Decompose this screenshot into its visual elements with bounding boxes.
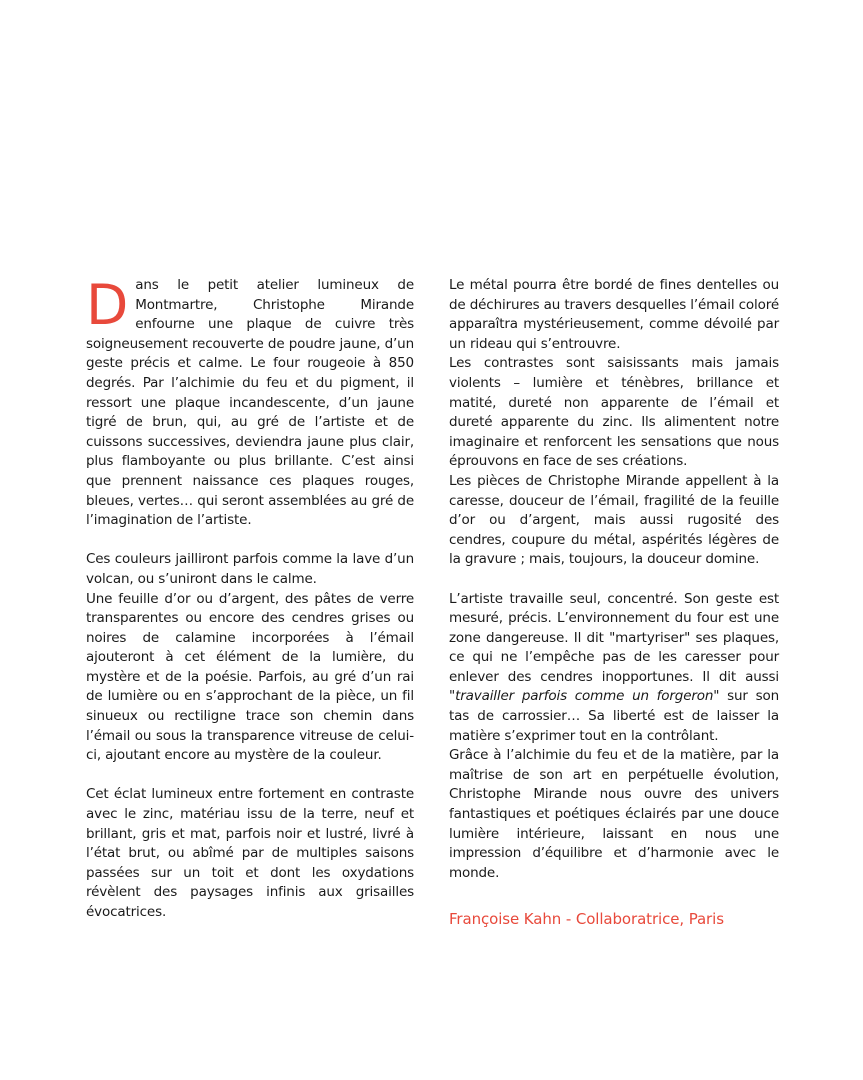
paragraph-intro <box>86 273 414 531</box>
forgeron-quote: travailler parfois comme un forgeron <box>455 688 714 705</box>
paragraph-volcan: Ces couleurs jailliront parfois comme la lave d’un volcan, ou s’uniront dans le calme. <box>86 551 414 587</box>
paragraph-zinc: Cet éclat lumineux entre fortement en contraste avec le zinc, matériau issu de la terre, neuf et brillant, gris et mat, parfois noir et lustré, livré à l’état brut, ou abîmé par de multiples saisons passées sur un toit et dont les oxydations révèlent des paysages infinis aux grisailles évocatrices. <box>86 786 414 920</box>
paragraph-feuille-or: Une feuille d’or ou d’argent, des pâtes de verre transparentes ou encore des cendres grises ou noires de calamine incorporées à l’émail ajouteront à cet élément de la lumière, du mystère et de la poésie. Parfois, au gré d’un rai de lumière ou en s’approchant de la pièce, un fil sinueux ou rectiligne trace son chemin dans l’émail ou sous la transparence vitreuse de celui-ci, ajoutant encore au mystère de la couleur. <box>86 590 414 764</box>
left-column <box>86 273 414 923</box>
drop-cap: D <box>86 273 129 337</box>
paragraph-artiste <box>449 590 779 747</box>
paragraph-intro-text: ans le petit atelier lumineux de Montmartre, Christophe Mirande enfourne une plaque de cuivre très soigneusement recouverte de poudre jaune, d’un geste précis et calme. Le four rougeoie à 850 degrés. Par l’alchimie du feu et du pigment, il ressort une plaque incandescente, d’un jaune tigré de brun, qui, au gré de l’artiste et de cuissons successives, deviendra jaune plus clair, plus flamboyante ou plus brillante. C’est ainsi que prennent naissance ces plaques rouges, bleues, vertes… qui seront assemblées au gré de l’imagination de l’artiste. <box>86 277 414 529</box>
author-credit: Françoise Kahn - Collaboratrice, Paris <box>449 910 724 928</box>
paragraph-contrastes: Les contrastes sont saisissants mais jamais violents – lumière et ténèbres, brillance et matité, dureté non apparente de l’émail et dureté apparente du zinc. Ils alimentent notre imaginaire et renforcent les sensations que nous éprouvons en face de ses créations. <box>449 355 779 470</box>
paragraph-artiste-text-1: L’artiste travaille seul, concentré. Son geste est mesuré, précis. L’environnement du four est une zone dangereuse. Il dit "martyriser" ses plaques, ce qui ne l’empêche pas de les caresser pour enlever des cendres inopportunes. Il dit aussi " <box>449 590 779 705</box>
paragraph-metal: Le métal pourra être bordé de fines dentelles ou de déchirures au travers desquelles l’émail coloré apparaîtra mystérieusement, comme dévoilé par un rideau qui s’entrouvre. <box>449 277 779 352</box>
right-column <box>449 276 779 883</box>
paragraph-artiste-text-2: " sur son tas de carrossier… Sa liberté est de laisser la matière s’exprimer tout en la contrôlant. <box>449 688 779 744</box>
paragraph-pieces: Les pièces de Christophe Mirande appellent à la caresse, douceur de l’émail, fragilité de la feuille d’or ou d’argent, mais aussi rugosité des cendres, coupure du métal, aspérités légères de la gravure ; mais, toujours, la douceur domine. <box>449 472 779 568</box>
paragraph-alchimie: Grâce à l’alchimie du feu et de la matière, par la maîtrise de son art en perpétuelle évolution, Christophe Mirande nous ouvre des univers fantastiques et poétiques éclairés par une douce lumière intérieure, laissant en nous une impression d’équilibre et d’harmonie avec le monde. <box>449 747 779 881</box>
